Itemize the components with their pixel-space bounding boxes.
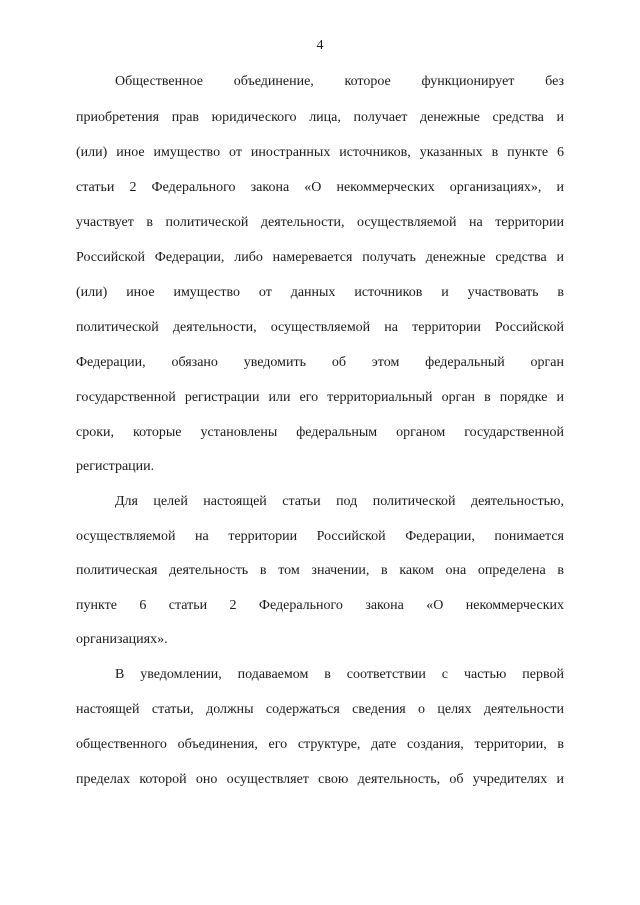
paragraph-2-line-4: пункте 6 статьи 2 Федерального закона «О некоммерческих [76, 598, 564, 613]
paragraph-3-line-1: В уведомлении, подаваемом в соответствии с частью первой [115, 667, 564, 682]
paragraph-3-line-2: настоящей статьи, должны содержаться сведения о целях деятельности [76, 702, 564, 717]
paragraph-2-line-3: политическая деятельность в том значении, в каком она определена в [76, 563, 564, 578]
paragraph-1-line-12: регистрации. [76, 459, 155, 474]
paragraph-2-line-5: организациях». [76, 632, 168, 647]
paragraph-1-line-4: статьи 2 Федерального закона «О некоммерческих организациях», и [76, 180, 564, 195]
paragraph-3-line-3: общественного объединения, его структуре, дате создания, территории, в [76, 737, 564, 752]
paragraph-3-line-4: пределах которой оно осуществляет свою деятельность, об учредителях и [76, 772, 564, 787]
paragraph-1-line-6: Российской Федерации, либо намеревается получать денежные средства и [76, 250, 564, 265]
paragraph-1-line-2: приобретения прав юридического лица, получает денежные средства и [76, 110, 564, 125]
paragraph-1-line-11: сроки, которые установлены федеральным органом государственной [76, 425, 564, 440]
page-number: 4 [316, 38, 324, 53]
paragraph-1-line-1: Общественное объединение, которое функционирует без [115, 74, 564, 89]
paragraph-1-line-9: Федерации, обязано уведомить об этом федеральный орган [76, 355, 564, 370]
paragraph-1-line-8: политической деятельности, осуществляемой на территории Российской [76, 320, 564, 335]
paragraph-1-line-5: участвует в политической деятельности, осуществляемой на территории [76, 215, 564, 230]
paragraph-2-line-1: Для целей настоящей статьи под политической деятельностью, [115, 494, 564, 509]
paragraph-1-line-7: (или) иное имущество от данных источников и участвовать в [76, 285, 564, 300]
paragraph-2-line-2: осуществляемой на территории Российской Федерации, понимается [76, 529, 564, 544]
paragraph-1-line-10: государственной регистрации или его территориальный орган в порядке и [76, 390, 564, 405]
paragraph-1-line-3: (или) иное имущество от иностранных источников, указанных в пункте 6 [76, 145, 564, 160]
